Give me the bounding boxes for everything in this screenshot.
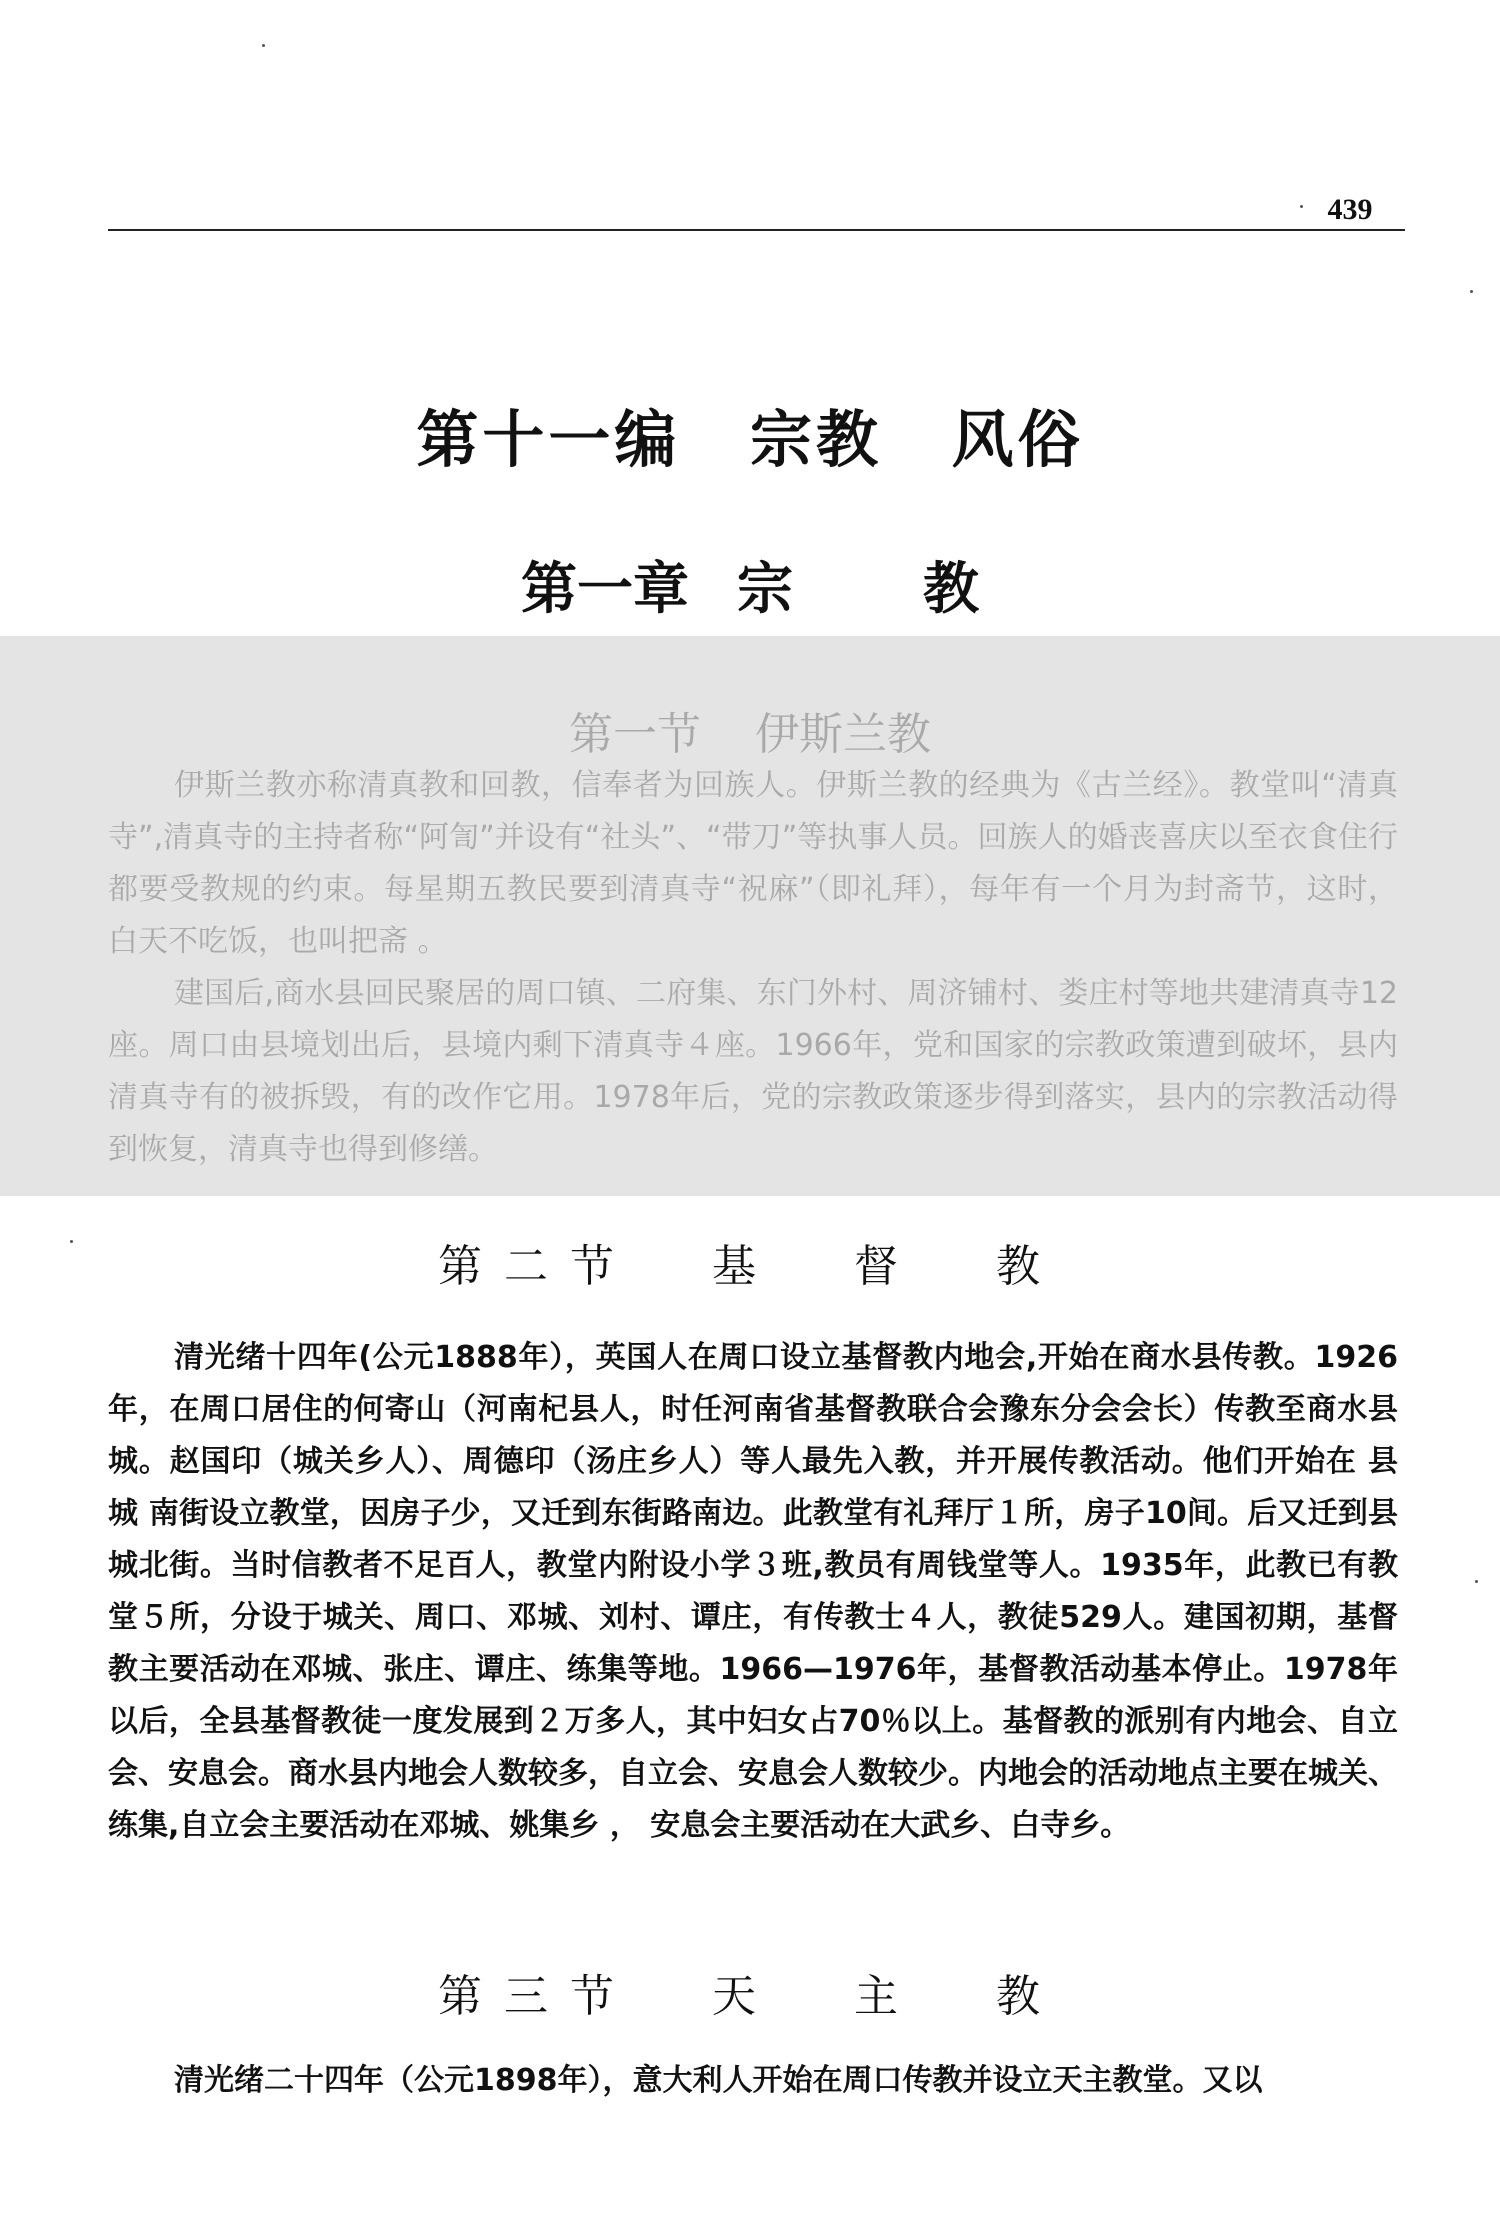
part-title: 第十一编 宗教 风俗 (416, 403, 1084, 476)
scan-speck (262, 44, 265, 47)
section-heading-christianity: 第二节 基 督 教 (438, 1241, 1062, 1292)
paragraph-christianity: 清光绪十四年(公元1888年），英国人在周口设立基督教内地会,开始在商水县传教。1926年，在周口居住的何寄山（河南杞县人，时任河南省基督教联合会豫东分会会长）传教至商水县城。赵国印（城关乡人）、周德印（汤庄乡人）等人最先入教，并开展传教活动。他们开始在 县 城 南街设立教堂，因房子少，又迁到东街路南边。此教堂有礼拜厅１所，房子10间。后又迁到县城北街。当时信教者不足百人，教堂内附设小学３班,教员有周钱堂等人。1935年，此教已有教堂５所，分设于城关、周口、邓城、刘村、谭庄，有传教士４人，教徒529人。建国初期，基督教主要活动在邓城、张庄、谭庄、练集等地。1966—1976年，基督教活动基本停止。1978年以后，全县基督教徒一度发展到２万多人，其中妇女占70％以上。基督教的派别有内地会、自立会、安息会。商水县内地会人数较多，自立会、安息会人数较少。内地会的活动地点主要在城关、练集,自立会主要活动在邓城、姚集乡 ， 安息会主要活动在大武乡、白寺乡。 (108, 1340, 1398, 1843)
faded-section-islam (0, 636, 1500, 1196)
paragraph-islam-1: 伊斯兰教亦称清真教和回教，信奉者为回族人。伊斯兰教的经典为《古兰经》。教堂叫“清真寺”,清真寺的主持者称“阿訇”并设有“社头”、“带刀”等执事人员。回族人的婚丧喜庆以至衣食住行都要受教规的约束。每星期五教民要到清真寺“祝麻”（即礼拜），每年有一个月为封斋节，这时，白天不吃饭，也叫把斋 。 (108, 768, 1398, 959)
chapter-word-1: 宗 (737, 557, 793, 622)
section-heading-islam: 第一节 伊斯兰教 (569, 709, 931, 760)
paragraph-islam-2: 建国后,商水县回民聚居的周口镇、二府集、东门外村、周济铺村、娄庄村等地共建清真寺12座。周口由县境划出后，县境内剩下清真寺４座。1966年，党和国家的宗教政策遭到破坏，县内清真寺有的被拆毁，有的改作它用。1978年后，党的宗教政策逐步得到落实，县内的宗教活动得到恢复，清真寺也得到修缮。 (108, 976, 1398, 1167)
header-rule (108, 229, 1405, 231)
scan-speck (1300, 205, 1303, 208)
section-heading-catholicism: 第三节 天 主 教 (438, 1971, 1062, 2022)
chapter-word-2: 教 (923, 557, 979, 622)
page-number: 439 (1327, 193, 1373, 226)
scan-speck (70, 1240, 73, 1243)
chapter-number: 第一章 (521, 557, 689, 622)
chapter-title (0, 545, 1500, 625)
paragraph-catholicism: 清光绪二十四年（公元1898年），意大利人开始在周口传教并设立天主教堂。又以 (174, 2063, 1263, 2098)
scan-speck (1475, 1580, 1478, 1583)
scan-speck (1470, 290, 1473, 293)
